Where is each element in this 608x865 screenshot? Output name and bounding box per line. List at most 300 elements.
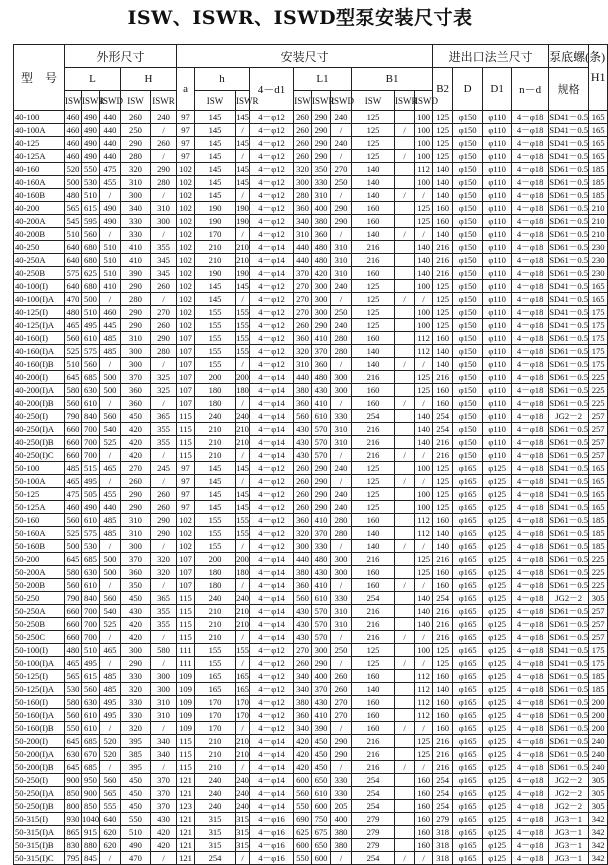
table-cell: 140 — [415, 267, 433, 280]
table-cell: 4－φ18 — [512, 215, 549, 228]
table-cell: 4－φ12 — [250, 176, 294, 189]
table-cell: 290 — [312, 475, 331, 488]
table-cell: 165 — [589, 488, 608, 501]
table-cell: 170 — [195, 228, 236, 241]
table-cell: 630 — [65, 748, 82, 761]
table-cell: 140 — [433, 189, 453, 202]
table-cell: 485 — [100, 345, 121, 358]
table-cell: 305 — [589, 592, 608, 605]
table-cell: 560 — [294, 410, 312, 423]
table-cell: / — [236, 475, 250, 488]
table-cell: 190 — [195, 202, 236, 215]
table-cell: 170 — [236, 710, 249, 720]
table-cell: 210 — [195, 761, 236, 774]
table-cell: 145 — [236, 502, 249, 512]
table-cell: 430 — [294, 423, 312, 436]
model-cell: 50-200(I)A — [14, 748, 65, 761]
table-cell: φ110 — [483, 397, 512, 410]
table-cell: 4－φ12 — [250, 488, 294, 501]
model-cell: 40-160B — [14, 189, 65, 202]
table-cell: φ110 — [483, 436, 512, 449]
table-cell: 216 — [433, 267, 453, 280]
table-cell: 575 — [82, 527, 100, 540]
table-cell: φ110 — [483, 345, 512, 358]
table-cell: 165 — [589, 124, 608, 137]
table-cell: 440 — [294, 371, 312, 384]
table-cell: 125 — [433, 137, 453, 150]
table-cell: φ110 — [483, 111, 512, 124]
table-cell: 200 — [195, 371, 236, 384]
model-cell: 40-250(I) — [14, 410, 65, 423]
table-cell — [395, 241, 415, 254]
table-cell: 340 — [121, 202, 151, 215]
table-cell: 165 — [589, 150, 608, 163]
table-cell: 4－φ18 — [512, 800, 549, 813]
table-cell: 525 — [100, 618, 121, 631]
table-cell: 115 — [177, 735, 195, 748]
table-cell — [395, 137, 415, 150]
table-cell: φ165 — [453, 852, 483, 865]
model-cell: 40-250(I)B — [14, 436, 65, 449]
table-cell: 100 — [415, 462, 433, 475]
table-cell: 200 — [195, 553, 236, 566]
table-cell: 305 — [589, 787, 608, 800]
table-cell: 570 — [312, 423, 331, 436]
header-L1-iswd: ISWD — [331, 91, 352, 111]
table-cell: 290 — [312, 137, 331, 150]
table-cell: 260 — [121, 111, 151, 124]
table-cell: 160 — [433, 514, 453, 527]
table-cell: / — [395, 293, 415, 306]
table-cell: 410 — [121, 241, 151, 254]
table-cell: 160 — [352, 332, 395, 345]
table-cell: φ165 — [453, 644, 483, 657]
table-cell — [395, 345, 415, 358]
model-cell: 40-160(I) — [14, 332, 65, 345]
table-cell: 485 — [65, 462, 82, 475]
table-cell: 102 — [177, 267, 195, 280]
table-row — [14, 293, 608, 306]
table-cell: 318 — [433, 839, 453, 852]
table-cell: φ165 — [453, 618, 483, 631]
table-cell: 380 — [294, 384, 312, 397]
table-cell: 290 — [121, 306, 151, 319]
table-cell — [395, 592, 415, 605]
table-cell: 280 — [331, 527, 352, 540]
table-cell: 140 — [415, 254, 433, 267]
table-cell: / — [151, 722, 177, 735]
table-cell: 325 — [151, 384, 177, 397]
table-cell: 100 — [415, 150, 433, 163]
table-cell: / — [331, 631, 352, 644]
table-row — [14, 722, 608, 735]
table-cell: φ165 — [453, 475, 483, 488]
table-cell: 125 — [352, 280, 395, 293]
table-cell: 216 — [433, 761, 453, 774]
table-cell: 4－φ18 — [512, 150, 549, 163]
table-cell: φ165 — [453, 774, 483, 787]
table-cell: 155 — [195, 540, 236, 553]
table-cell: 560 — [100, 774, 121, 787]
table-cell: 320 — [151, 553, 177, 566]
table-cell: 290 — [312, 657, 331, 670]
table-cell: 440 — [100, 137, 121, 150]
table-cell: 620 — [100, 839, 121, 852]
table-cell: / — [415, 722, 433, 735]
model-cell: 50-160(I)B — [14, 722, 65, 735]
table-row — [14, 696, 608, 709]
table-cell: 257 — [589, 449, 608, 462]
table-cell: 565 — [65, 670, 82, 683]
table-cell: 430 — [312, 696, 331, 709]
model-cell: 50-200(I)B — [14, 761, 65, 774]
table-cell: 495 — [82, 319, 100, 332]
table-cell: / — [415, 631, 433, 644]
table-cell: SD61－0.5 — [549, 541, 589, 551]
table-cell: φ150 — [453, 176, 483, 189]
table-cell: 160 — [352, 722, 395, 735]
table-cell: 310 — [121, 527, 151, 540]
table-cell: 525 — [65, 345, 82, 358]
table-cell: 260 — [151, 137, 177, 150]
table-cell: 640 — [65, 280, 82, 293]
table-cell: 300 — [121, 345, 151, 358]
table-cell: 216 — [433, 618, 453, 631]
table-cell: 210 — [236, 736, 249, 746]
table-cell: 480 — [312, 553, 331, 566]
table-cell: φ110 — [483, 241, 512, 254]
table-cell: 254 — [352, 410, 395, 423]
table-row — [14, 423, 608, 436]
table-cell: 250 — [331, 306, 352, 319]
model-cell: 40-200(I)B — [14, 397, 65, 410]
table-cell: SD61－0.5 — [549, 554, 589, 564]
table-cell: 145 — [236, 164, 249, 174]
table-cell: 145 — [195, 488, 236, 501]
table-cell: 260 — [294, 501, 312, 514]
table-cell: 125 — [352, 319, 395, 332]
table-cell: 4－φ12 — [250, 709, 294, 722]
table-cell: / — [100, 189, 121, 202]
table-cell: 355 — [151, 605, 177, 618]
table-cell: 520 — [65, 163, 82, 176]
table-cell: 342 — [589, 839, 608, 852]
model-cell: 50-125 — [14, 488, 65, 501]
table-row — [14, 618, 608, 631]
table-cell: 500 — [100, 553, 121, 566]
table-cell: φ165 — [453, 631, 483, 644]
table-cell — [395, 800, 415, 813]
table-cell: 115 — [177, 449, 195, 462]
table-cell: 102 — [177, 189, 195, 202]
table-cell: φ165 — [453, 800, 483, 813]
table-cell: 210 — [195, 618, 236, 631]
table-cell: 250 — [331, 644, 352, 657]
table-cell: 370 — [312, 527, 331, 540]
table-cell: 840 — [82, 410, 100, 423]
table-cell: 615 — [82, 202, 100, 215]
table-row — [14, 709, 608, 722]
table-cell: 365 — [151, 592, 177, 605]
table-row — [14, 670, 608, 683]
table-cell: 310 — [294, 228, 312, 241]
table-row — [14, 254, 608, 267]
table-cell: 795 — [65, 852, 82, 865]
table-cell: 400 — [331, 813, 352, 826]
table-cell: 510 — [65, 228, 82, 241]
table-cell: 300 — [121, 189, 151, 202]
table-cell: 315 — [236, 814, 249, 824]
table-cell: SD61－0.5 — [549, 164, 589, 174]
table-cell: 360 — [121, 384, 151, 397]
table-cell: 4－φ18 — [512, 553, 549, 566]
table-cell: 160 — [415, 839, 433, 852]
table-cell — [395, 605, 415, 618]
table-cell: 254 — [352, 592, 395, 605]
table-cell: 257 — [589, 410, 608, 423]
table-cell: 109 — [177, 722, 195, 735]
table-cell: 4－φ12 — [250, 150, 294, 163]
table-cell: 190 — [236, 268, 249, 278]
table-cell: φ125 — [483, 826, 512, 839]
table-cell: 300 — [331, 566, 352, 579]
table-cell: 495 — [100, 696, 121, 709]
table-row — [14, 150, 608, 163]
table-cell: 107 — [177, 371, 195, 384]
table-cell: φ110 — [483, 137, 512, 150]
table-cell: / — [236, 631, 250, 644]
table-cell: φ110 — [483, 423, 512, 436]
table-cell: 200 — [236, 554, 249, 564]
table-cell: 160 — [415, 774, 433, 787]
header-row-1 — [14, 45, 608, 68]
table-cell: 290 — [312, 462, 331, 475]
table-cell — [395, 670, 415, 683]
table-cell: 310 — [331, 618, 352, 631]
table-cell: / — [395, 631, 415, 644]
model-cell: 40-200B — [14, 228, 65, 241]
table-cell: 4－φ14 — [250, 254, 294, 267]
table-cell — [395, 787, 415, 800]
table-cell: 240 — [331, 462, 352, 475]
table-cell: 645 — [65, 371, 82, 384]
table-cell: 100 — [415, 111, 433, 124]
table-cell: 170 — [195, 722, 236, 735]
table-cell: 155 — [195, 527, 236, 540]
model-cell: 50-200A — [14, 566, 65, 579]
table-cell: φ165 — [453, 787, 483, 800]
table-row — [14, 605, 608, 618]
table-cell: 390 — [312, 722, 331, 735]
table-cell: 125 — [433, 306, 453, 319]
table-cell: / — [415, 475, 433, 488]
table-cell: 109 — [177, 683, 195, 696]
table-cell: 185 — [589, 189, 608, 202]
table-cell: JG2－2 — [549, 787, 589, 800]
table-cell: 107 — [177, 566, 195, 579]
table-cell: / — [395, 722, 415, 735]
table-cell: 210 — [236, 242, 249, 252]
header-D: D — [453, 68, 483, 111]
table-cell: 690 — [294, 813, 312, 826]
table-cell: 216 — [352, 254, 395, 267]
table-cell: / — [331, 150, 352, 163]
table-cell: 280 — [331, 345, 352, 358]
table-cell: φ165 — [453, 683, 483, 696]
table-cell — [395, 748, 415, 761]
table-cell: 112 — [415, 345, 433, 358]
table-cell: 4－φ14 — [250, 631, 294, 644]
table-cell: φ165 — [453, 826, 483, 839]
table-cell: 460 — [65, 150, 82, 163]
table-cell: φ165 — [453, 514, 483, 527]
table-cell: 4－φ18 — [512, 436, 549, 449]
model-cell: 50-125A — [14, 501, 65, 514]
table-cell: 4－φ14 — [250, 787, 294, 800]
table-cell: 112 — [415, 163, 433, 176]
table-cell — [395, 839, 415, 852]
table-cell: 315 — [195, 826, 236, 839]
table-cell: 530 — [65, 683, 82, 696]
table-cell: / — [331, 358, 352, 371]
table-cell: 4－φ12 — [250, 202, 294, 215]
table-row — [14, 111, 608, 124]
table-cell: JG3－1 — [549, 826, 589, 839]
table-cell: 185 — [589, 670, 608, 683]
table-cell: 140 — [352, 189, 395, 202]
table-cell: 4－φ18 — [512, 241, 549, 254]
table-row — [14, 566, 608, 579]
table-cell: 260 — [294, 137, 312, 150]
table-cell: 140 — [352, 527, 395, 540]
table-cell: 260 — [294, 475, 312, 488]
table-cell: 175 — [589, 644, 608, 657]
table-cell: 610 — [82, 397, 100, 410]
table-cell: φ150 — [453, 202, 483, 215]
table-cell: 610 — [82, 709, 100, 722]
table-cell: / — [395, 449, 415, 462]
table-cell: 175 — [589, 306, 608, 319]
table-cell: 680 — [82, 241, 100, 254]
table-cell: 260 — [151, 488, 177, 501]
table-cell: 210 — [195, 605, 236, 618]
model-cell: 40-200(I) — [14, 371, 65, 384]
table-cell: / — [100, 293, 121, 306]
table-row — [14, 657, 608, 670]
table-cell: 560 — [65, 397, 82, 410]
table-cell: 145 — [195, 150, 236, 163]
table-cell: / — [236, 579, 250, 592]
table-cell — [395, 202, 415, 215]
table-cell: 112 — [415, 696, 433, 709]
table-cell: 140 — [352, 358, 395, 371]
table-cell: 450 — [121, 800, 151, 813]
table-cell: 4－φ12 — [250, 657, 294, 670]
table-cell: 4－φ12 — [250, 332, 294, 345]
table-cell: 315 — [195, 839, 236, 852]
table-cell: 257 — [589, 605, 608, 618]
table-cell: 600 — [294, 839, 312, 852]
table-cell: 700 — [82, 449, 100, 462]
table-cell: 216 — [352, 423, 395, 436]
header-L1-isw: ISW — [294, 91, 312, 111]
table-cell: φ125 — [483, 553, 512, 566]
table-cell: / — [100, 449, 121, 462]
table-cell: 480 — [312, 371, 331, 384]
table-cell — [395, 566, 415, 579]
table-cell: 625 — [82, 267, 100, 280]
model-cell: 40-125A — [14, 150, 65, 163]
table-cell: 1040 — [82, 814, 100, 824]
table-row — [14, 397, 608, 410]
table-cell: 107 — [177, 345, 195, 358]
table-cell: 125 — [415, 735, 433, 748]
table-cell: SD41－0.5 — [549, 307, 589, 317]
table-row — [14, 761, 608, 774]
table-cell: 490 — [82, 501, 100, 514]
table-cell: 4－φ18 — [512, 254, 549, 267]
table-cell — [395, 488, 415, 501]
table-cell: 107 — [177, 397, 195, 410]
table-cell: φ165 — [453, 553, 483, 566]
table-cell: 140 — [352, 163, 395, 176]
table-cell: 180 — [195, 566, 236, 579]
table-cell: 610 — [82, 722, 100, 735]
model-cell: 50-160(I) — [14, 696, 65, 709]
table-cell: φ110 — [483, 228, 512, 241]
table-cell: SD61－0.5 — [549, 697, 589, 707]
table-cell: 685 — [82, 553, 100, 566]
table-cell: 97 — [177, 501, 195, 514]
table-cell: 660 — [65, 631, 82, 644]
table-cell: SD61－0.5 — [549, 619, 589, 629]
table-cell: 4－φ18 — [512, 163, 549, 176]
table-cell: φ165 — [453, 540, 483, 553]
table-cell: 279 — [352, 839, 395, 852]
table-cell: JG3－1 — [549, 852, 589, 865]
table-cell: 440 — [100, 150, 121, 163]
table-cell: 790 — [65, 592, 82, 605]
table-cell: 4－φ18 — [512, 384, 549, 397]
table-cell: 490 — [82, 124, 100, 137]
table-cell: 4－φ12 — [250, 280, 294, 293]
table-cell: 125 — [433, 644, 453, 657]
table-cell: 450 — [121, 410, 151, 423]
table-cell: / — [415, 397, 433, 410]
table-cell: 310 — [151, 202, 177, 215]
table-cell: 490 — [100, 215, 121, 228]
table-cell: 160 — [433, 670, 453, 683]
table-cell: φ150 — [453, 163, 483, 176]
table-cell: 645 — [65, 553, 82, 566]
table-cell: 4－φ18 — [512, 423, 549, 436]
table-cell: 115 — [177, 410, 195, 423]
table-cell: φ110 — [483, 215, 512, 228]
table-cell: 121 — [177, 774, 195, 787]
table-cell: 160 — [433, 202, 453, 215]
table-cell: 102 — [177, 228, 195, 241]
model-cell: 40-250B — [14, 267, 65, 280]
table-cell: 930 — [65, 813, 82, 826]
table-cell: 160 — [433, 722, 453, 735]
table-cell: 190 — [195, 267, 236, 280]
table-cell: / — [100, 358, 121, 371]
table-cell: 100 — [415, 137, 433, 150]
table-cell: / — [395, 852, 415, 865]
table-cell: SD61－0.5 — [549, 528, 589, 538]
table-cell: 340 — [294, 683, 312, 696]
table-cell — [395, 709, 415, 722]
